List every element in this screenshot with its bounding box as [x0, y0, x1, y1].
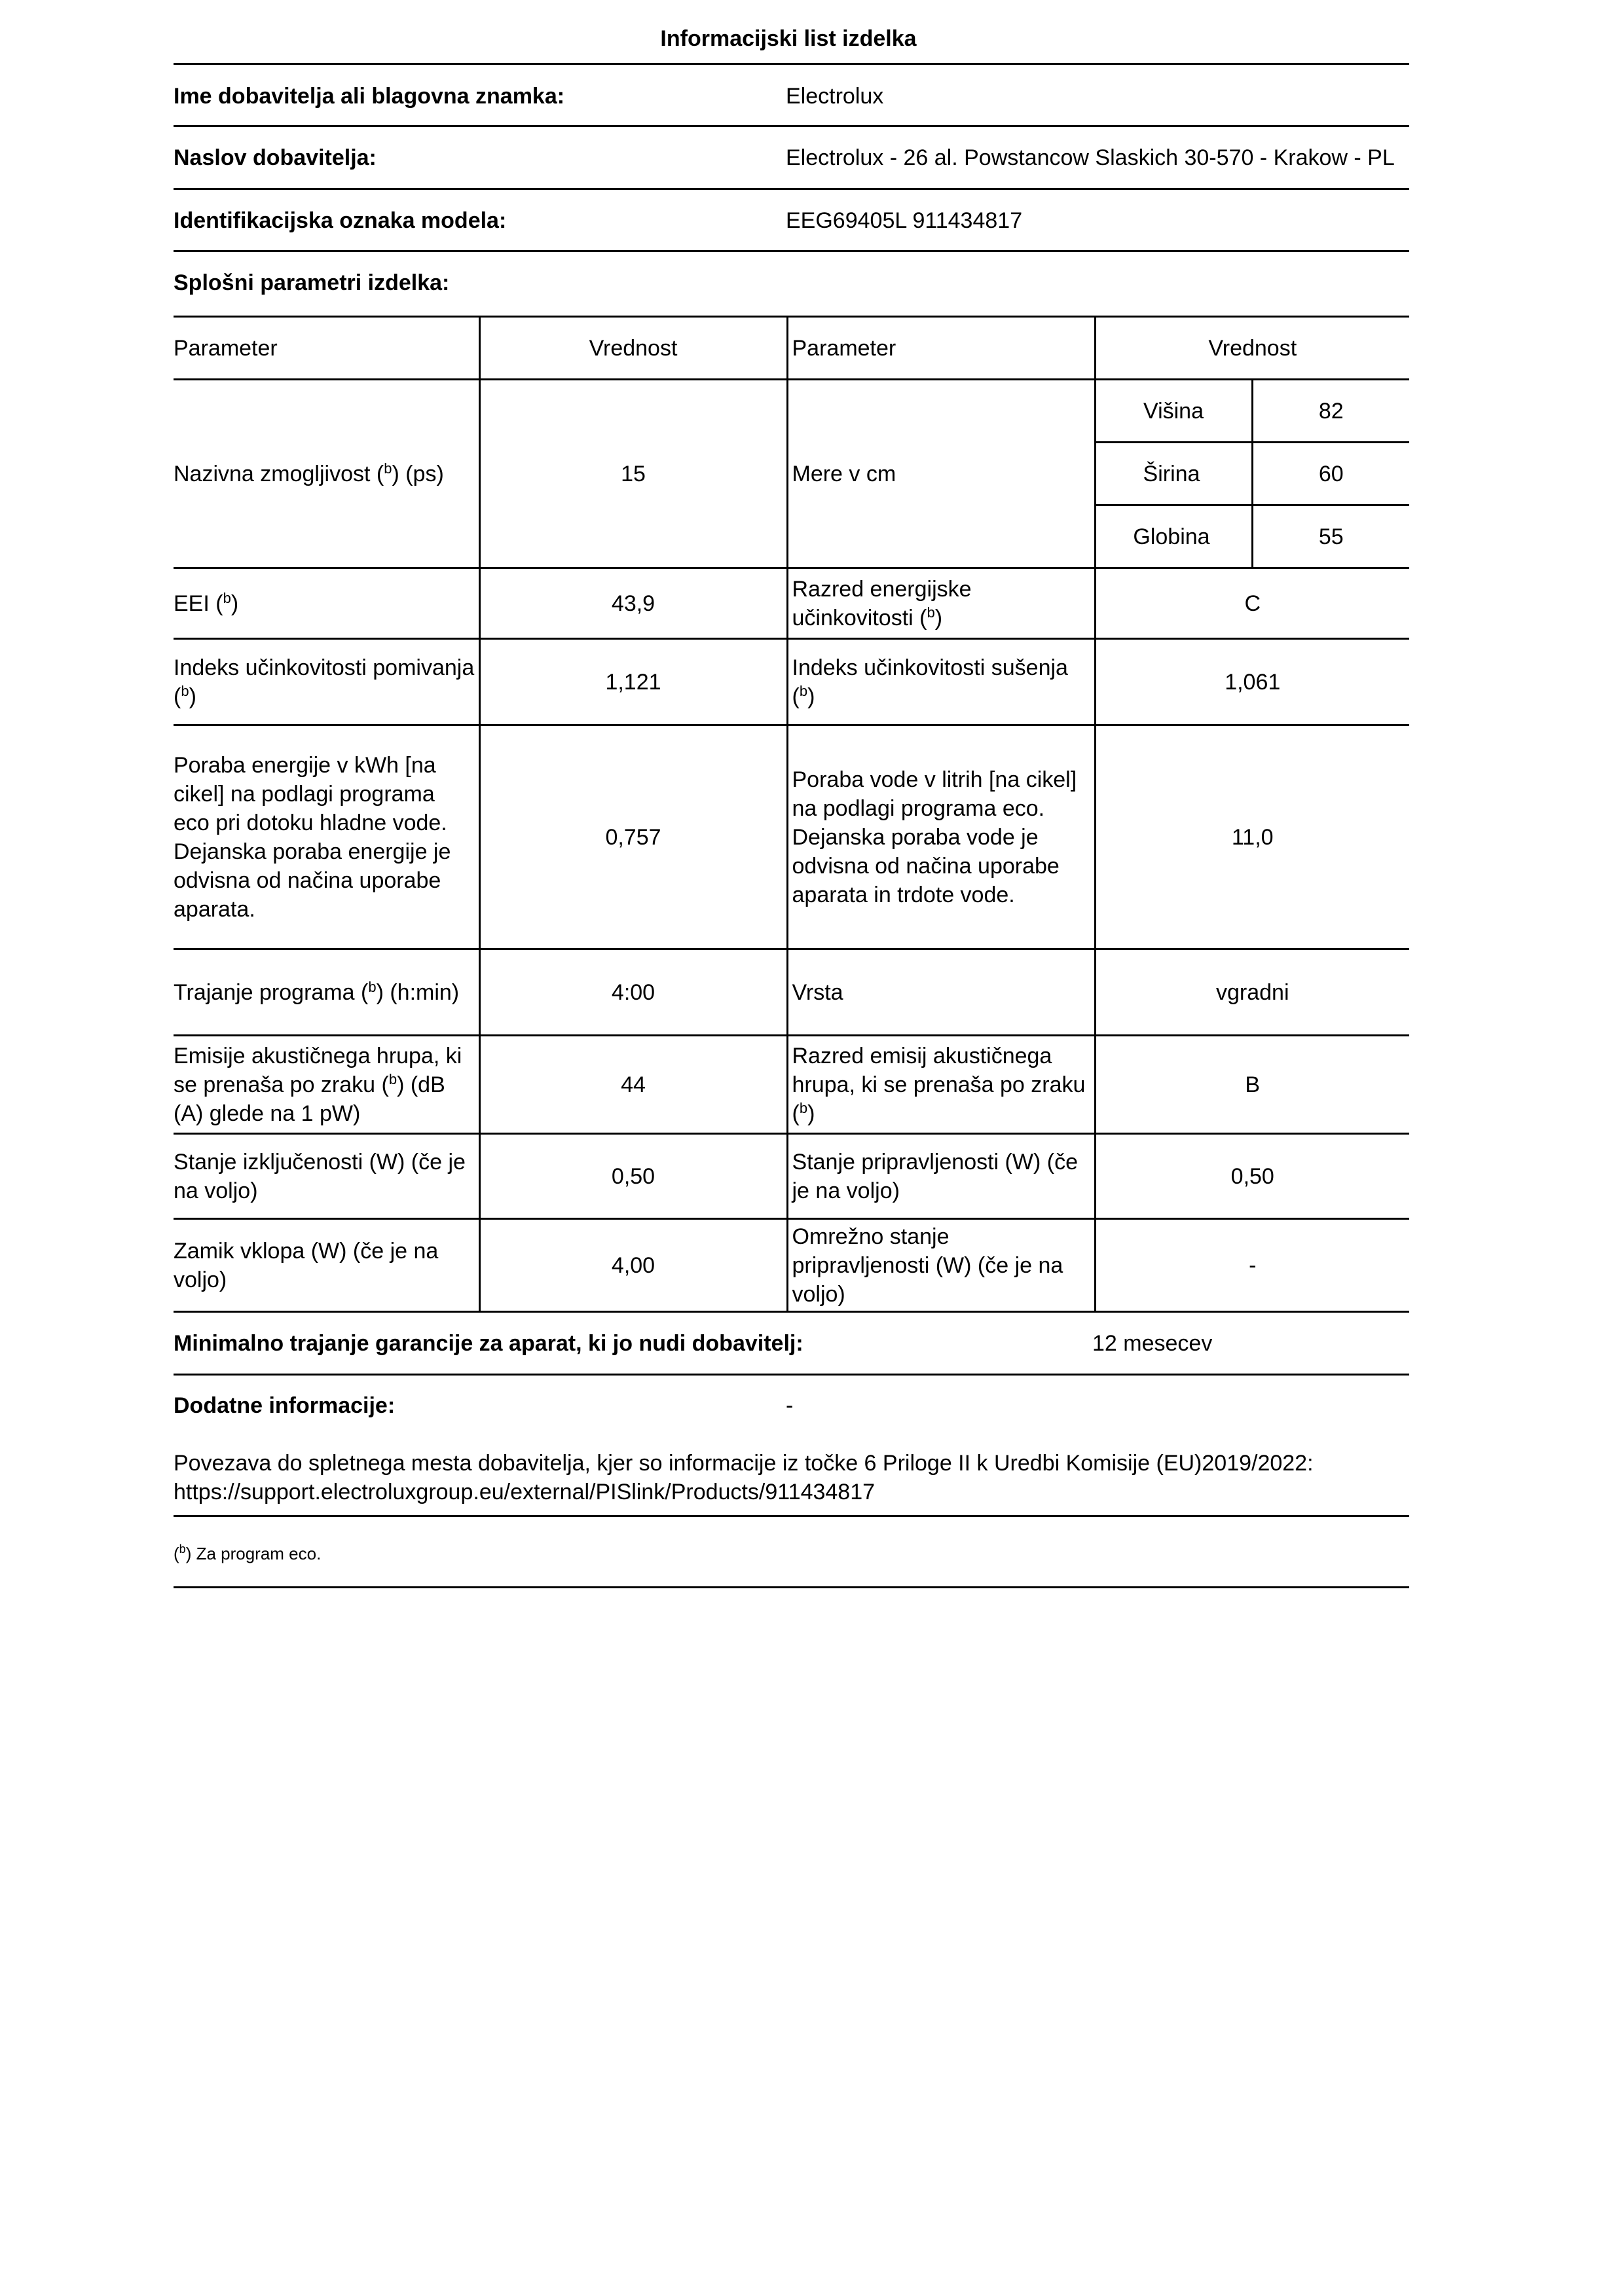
- water-consumption-value: 11,0: [1095, 725, 1409, 949]
- standby-label: Stanje pripravljenosti (W) (če je na voljo): [787, 1134, 1095, 1219]
- network-standby-label: Omrežno stanje pripravljenosti (W) (če je na voljo): [787, 1219, 1095, 1312]
- dimensions-label: Mere v cm: [787, 380, 1095, 568]
- table-row: [174, 380, 1409, 443]
- supplier-name-label: Ime dobavitelja ali blagovna znamka:: [174, 84, 565, 109]
- height-label: Višina: [1095, 380, 1252, 443]
- header-parameter: Parameter: [174, 317, 479, 380]
- model-id-label: Identifikacijska oznaka modela:: [174, 208, 507, 233]
- header-value: Vrednost: [479, 317, 787, 380]
- table-header-row: [174, 317, 1409, 380]
- guarantee-label: Minimalno trajanje garancije za aparat, ki jo nudi dobavitelj:: [174, 1331, 803, 1356]
- capacity-label: Nazivna zmogljivost ($^b$) (ps): [174, 380, 479, 568]
- table-row: [174, 639, 1409, 725]
- table-row: [174, 949, 1409, 1036]
- guarantee-value: 12 mesecev: [1092, 1331, 1213, 1356]
- drying-index-label: Indeks učinkovitosti sušenja ($^b$): [787, 639, 1095, 725]
- footnote: ($^b$) Za program eco.: [174, 1542, 322, 1563]
- divider: [174, 1586, 1409, 1588]
- depth-label: Globina: [1095, 505, 1252, 568]
- supplier-address-label: Naslov dobavitelja:: [174, 145, 377, 170]
- parameters-table: [174, 316, 1409, 1313]
- additional-info-value: -: [786, 1393, 794, 1418]
- duration-label: Trajanje programa ($^b$) (h:min): [174, 949, 479, 1036]
- drying-index-value: 1,061: [1095, 639, 1409, 725]
- energy-consumption-label: Poraba energije v kWh [na cikel] na podlagi programa eco pri dotoku hladne vode. Dejanska poraba energije je odvisna od načina uporabe aparata.: [174, 725, 479, 949]
- delay-start-value: 4,00: [479, 1219, 787, 1312]
- energy-consumption-value: 0,757: [479, 725, 787, 949]
- height-value: 82: [1252, 380, 1409, 443]
- supplier-address-value: Electrolux - 26 al. Powstancow Slaskich 30-570 - Krakow - PL: [786, 145, 1395, 170]
- supplier-name-value: Electrolux: [786, 84, 884, 109]
- capacity-value: 15: [479, 380, 787, 568]
- document-title: Informacijski list izdelka: [660, 26, 917, 51]
- supplier-link-text: Povezava do spletnega mesta dobavitelja, kjer so informacije iz točke 6 Priloge II k Uredbi Komisije (EU)2019/2022:: [174, 1451, 1314, 1476]
- divider: [174, 63, 1409, 65]
- eei-value: 43,9: [479, 568, 787, 639]
- divider: [174, 188, 1409, 190]
- type-label: Vrsta: [787, 949, 1095, 1036]
- eei-label: EEI ($^b$): [174, 568, 479, 639]
- section-title: Splošni parametri izdelka:: [174, 270, 450, 295]
- cleaning-index-value: 1,121: [479, 639, 787, 725]
- header-value: Vrednost: [1095, 317, 1409, 380]
- depth-value: 55: [1252, 505, 1409, 568]
- header-parameter: Parameter: [787, 317, 1095, 380]
- table-row: [174, 568, 1409, 639]
- network-standby-value: -: [1095, 1219, 1409, 1312]
- energy-class-value: C: [1095, 568, 1409, 639]
- noise-value: 44: [479, 1036, 787, 1134]
- additional-info-label: Dodatne informacije:: [174, 1393, 396, 1418]
- off-mode-value: 0,50: [479, 1134, 787, 1219]
- noise-class-value: B: [1095, 1036, 1409, 1134]
- width-label: Širina: [1095, 443, 1252, 505]
- energy-class-label: Razred energijske učinkovitosti ($^b$): [787, 568, 1095, 639]
- water-consumption-label: Poraba vode v litrih [na cikel] na podlagi programa eco. Dejanska poraba vode je odvisna od načina uporabe aparata in trdote vode.: [787, 725, 1095, 949]
- divider: [174, 1374, 1409, 1376]
- noise-class-label: Razred emisij akustičnega hrupa, ki se prenaša po zraku ($^b$): [787, 1036, 1095, 1134]
- table-row: [174, 725, 1409, 949]
- width-value: 60: [1252, 443, 1409, 505]
- supplier-link-url[interactable]: https://support.electroluxgroup.eu/external/PISlink/Products/911434817: [174, 1480, 876, 1504]
- cleaning-index-label: Indeks učinkovitosti pomivanja ($^b$): [174, 639, 479, 725]
- standby-value: 0,50: [1095, 1134, 1409, 1219]
- noise-label: Emisije akustičnega hrupa, ki se prenaša po zraku ($^b$) (dB (A) glede na 1 pW): [174, 1036, 479, 1134]
- duration-value: 4:00: [479, 949, 787, 1036]
- delay-start-label: Zamik vklopa (W) (če je na voljo): [174, 1219, 479, 1312]
- table-row: [174, 1219, 1409, 1312]
- divider: [174, 125, 1409, 127]
- divider: [174, 1515, 1409, 1517]
- off-mode-label: Stanje izključenosti (W) (če je na voljo): [174, 1134, 479, 1219]
- type-value: vgradni: [1095, 949, 1409, 1036]
- divider: [174, 250, 1409, 252]
- table-row: [174, 1036, 1409, 1134]
- model-id-value: EEG69405L 911434817: [786, 208, 1023, 233]
- table-row: [174, 1134, 1409, 1219]
